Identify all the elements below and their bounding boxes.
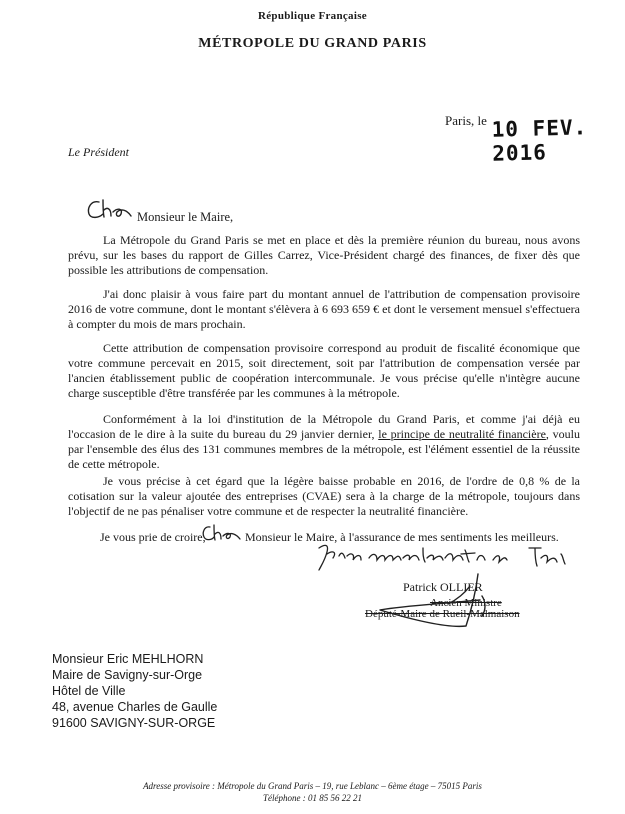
recipient-line-4: 48, avenue Charles de Gaulle [52, 700, 218, 714]
republique-francaise: République Française [258, 10, 367, 22]
paragraph-5: Je vous précise à cet égard que la légère baisse probable en 2016, de l'ordre de 0,8 % de la cotisation sur la valeur ajoutée des entreprises (CVAE) sera à la charge de la métropole, toujours dans l'objectif de ne pas pénaliser votre commune et de respecter la neutralité financière. [68, 474, 580, 518]
recipient-line-3: Hôtel de Ville [52, 684, 126, 698]
dateline-city: Paris, le [445, 113, 487, 128]
salutation: Monsieur le Maire, [137, 210, 234, 224]
footer-phone: Téléphone : 01 85 56 22 21 [263, 793, 362, 803]
signer-title: Ancien Ministre [430, 597, 502, 609]
sender-title: Le Président [68, 145, 129, 159]
footer [0, 780, 625, 804]
paragraph-2: J'ai donc plaisir à vous faire part du montant annuel de l'attribution de compensation provisoire 2016 de votre commune, dont le montant s'élèvera à 6 693 659 € et dont le versement mensuel s'effectuera à compter du mois de mars prochain. [68, 287, 580, 331]
signer-name: Patrick OLLIER [403, 580, 483, 594]
signer-position: Député-Maire de Rueil-Malmaison [365, 608, 520, 620]
signature [360, 570, 530, 630]
neutrality-principle: le principe de neutralité financière [378, 427, 546, 441]
recipient-line-2: Maire de Savigny-sur-Orge [52, 668, 203, 682]
handwritten-greeting [85, 196, 135, 222]
handwritten-note [315, 540, 595, 574]
closing-rest: Monsieur le Maire, à l'assurance de mes sentiments les meilleurs. [245, 530, 559, 544]
paragraph-3: Cette attribution de compensation provisoire correspond au produit de fiscalité économique que votre commune percevait en 2015, soit directement, soit par l'attribution de compensation versée par l'ancien établissement public de coopération intercommunale. Je vous précise qu'elle n'intègre aucune charge susceptible d'être transférée par les communes à la métropole. [68, 341, 580, 400]
recipient-line-5: 91600 SAVIGNY-SUR-ORGE [52, 716, 216, 730]
date-stamp: 10 FEV. 2016 [491, 115, 588, 166]
metropole-title: MÉTROPOLE DU GRAND PARIS [198, 36, 427, 51]
handwritten-closing-word [200, 522, 242, 544]
footer-address: Adresse provisoire : Métropole du Grand Paris – 19, rue Leblanc – 6ème étage – 75015 Paris [143, 781, 482, 791]
paragraph-4: Conformément à la loi d'institution de la Métropole du Grand Paris, et comme j'ai déjà eu l'occasion de le dire à la suite du bureau du 29 janvier dernier, le principe de neutralité financière, voulu par l'ensemble des élus des 131 communes membres de la métropole, est l'élément essentiel de la réussite de cette métropole. [68, 412, 580, 471]
paragraph-1: La Métropole du Grand Paris se met en place et dès la première réunion du bureau, nous avons prévu, sur les bases du rapport de Gilles Carrez, Vice-Président chargé des finances, de fixer dès que possible les attributions de compensation. [68, 233, 580, 277]
recipient-line-1: Monsieur Eric MEHLHORN [52, 652, 204, 666]
closing-start: Je vous prie de croire, [100, 530, 206, 544]
